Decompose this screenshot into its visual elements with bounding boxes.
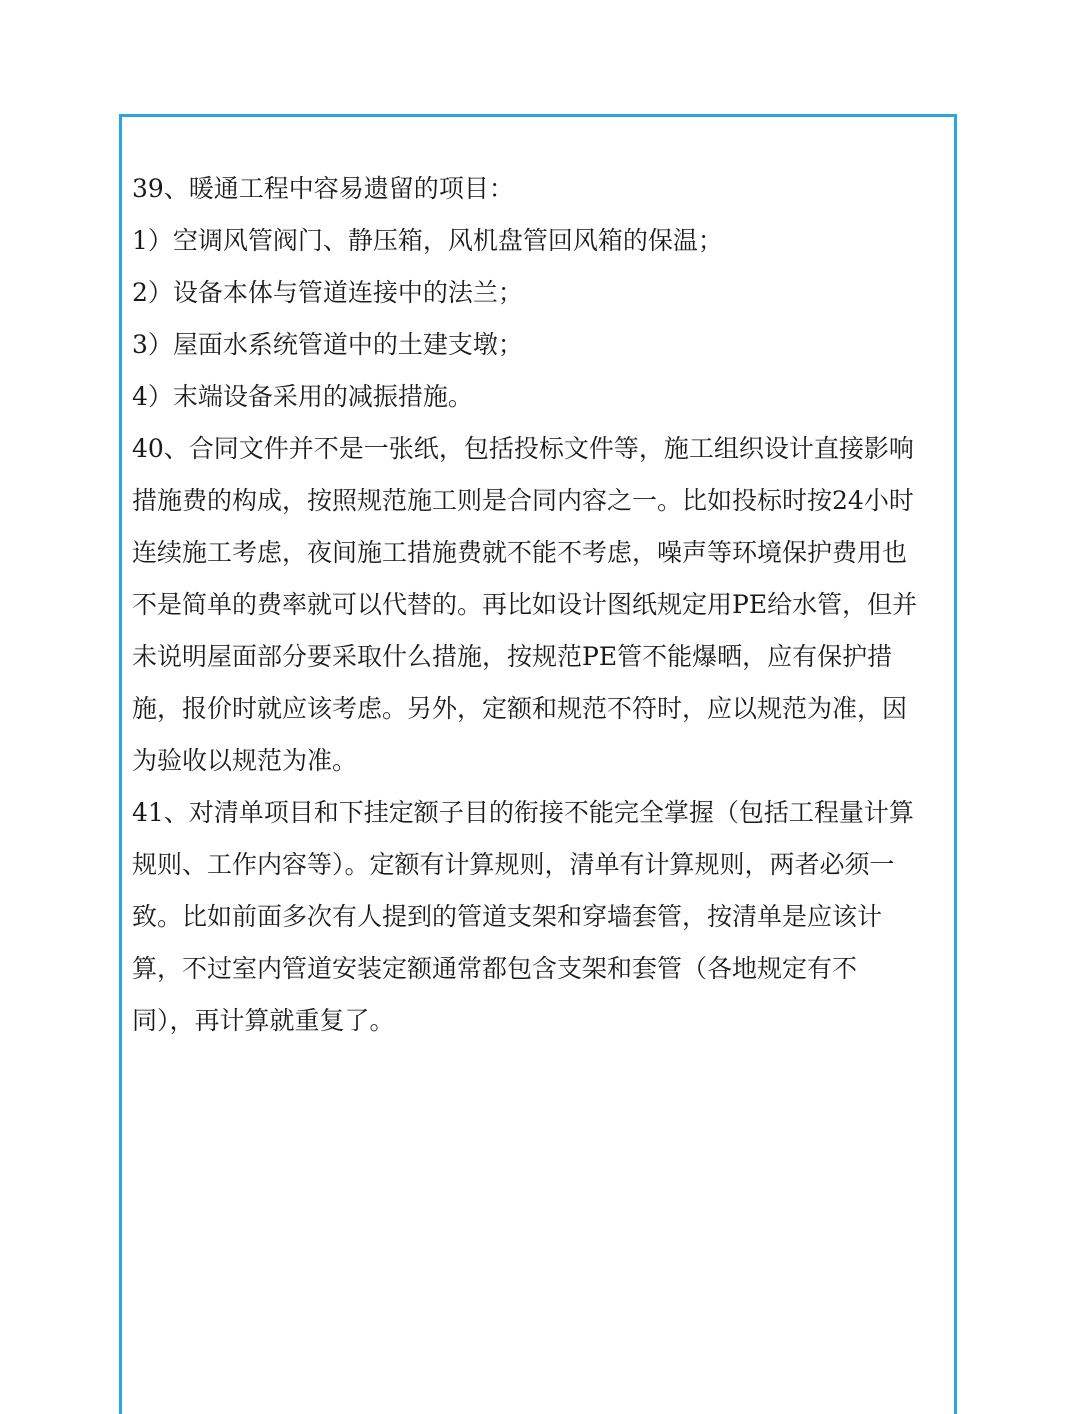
text-line: 4）末端设备采用的减振措施。 [132, 382, 473, 411]
text-line: 41、对清单项目和下挂定额子目的衔接不能完全掌握（包括工程量计算 [132, 798, 914, 827]
text-line: 算，不过室内管道安装定额通常都包含支架和套管（各地规定有不 [132, 954, 858, 983]
document-frame [119, 114, 957, 1414]
text-line: 40、合同文件并不是一张纸，包括投标文件等，施工组织设计直接影响 [132, 434, 914, 463]
text-line: 施，报价时就应该考虑。另外，定额和规范不符时，应以规范为准，因 [132, 694, 908, 723]
text-line: 连续施工考虑，夜间施工措施费就不能不考虑，噪声等环境保护费用也 [132, 538, 908, 567]
text-line: 措施费的构成，按照规范施工则是合同内容之一。比如投标时按24小时 [132, 486, 914, 515]
text-line: 同），再计算就重复了。 [132, 1006, 395, 1035]
text-line: 规则、工作内容等）。定额有计算规则，清单有计算规则，两者必须一 [132, 850, 895, 879]
text-line: 1）空调风管阀门、静压箱，风机盘管回风箱的保温； [132, 226, 723, 255]
text-line: 为验收以规范为准。 [132, 746, 358, 775]
text-line: 未说明屋面部分要采取什么措施，按规范PE管不能爆晒，应有保护措 [132, 642, 893, 671]
text-line: 39、暖通工程中容易遗留的项目： [132, 174, 514, 203]
text-line: 3）屋面水系统管道中的土建支墩； [132, 330, 523, 359]
document-body [132, 163, 950, 1047]
text-line: 2）设备本体与管道连接中的法兰； [132, 278, 523, 307]
text-line: 不是简单的费率就可以代替的。再比如设计图纸规定用PE给水管，但并 [132, 590, 918, 619]
text-line: 致。比如前面多次有人提到的管道支架和穿墙套管，按清单是应该计 [132, 902, 883, 931]
